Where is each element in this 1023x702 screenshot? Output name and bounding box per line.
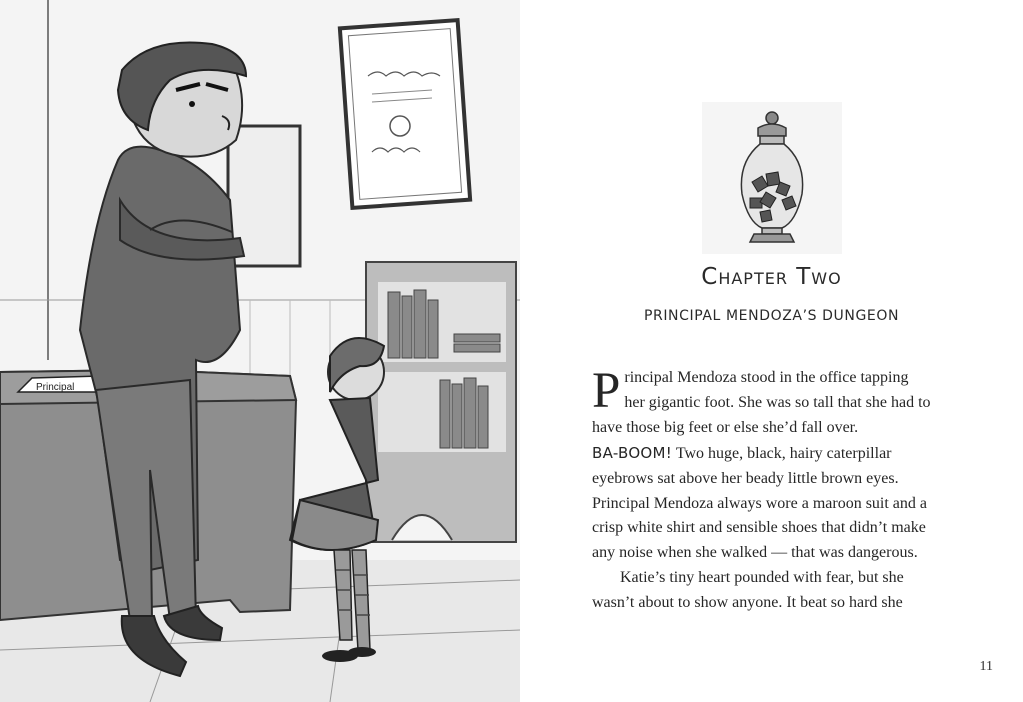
text-fragment: Two huge, black, hairy caterpillar xyxy=(672,444,892,462)
text-page xyxy=(520,0,1023,702)
nameplate-text: Principal xyxy=(36,382,75,393)
text-line xyxy=(592,441,964,467)
text-line: rincipal Mendoza stood in the office tapping xyxy=(624,369,909,386)
text-line: Principal Mendoza always wore a maroon suit and a xyxy=(592,494,928,512)
drop-cap: P xyxy=(592,363,621,419)
text-line: Katie’s tiny heart pounded with fear, but she xyxy=(620,569,904,587)
ba-boom-text: BA-BOOM! xyxy=(592,443,673,462)
text-line: eyebrows sat above her beady little brown eyes. xyxy=(592,469,899,487)
text-line: wasn’t about to show anyone. It beat so hard she xyxy=(592,594,903,612)
text-line: her gigantic foot. She was so tall that she had to xyxy=(624,393,931,411)
chapter-subtitle: PRINCIPAL MENDOZA’S DUNGEON xyxy=(643,308,900,324)
text-line: have those big feet or else she’d fall over. xyxy=(592,418,859,436)
chapter-body-text xyxy=(592,363,964,616)
text-line: crisp white shirt and sensible shoes that didn’t make xyxy=(592,519,926,537)
text-line: any noise when she walked — that was dangerous. xyxy=(592,544,918,562)
candy-jar-icon xyxy=(702,102,842,254)
chapter-title: Chapter Two xyxy=(701,264,842,290)
page-number: 11 xyxy=(979,659,993,674)
